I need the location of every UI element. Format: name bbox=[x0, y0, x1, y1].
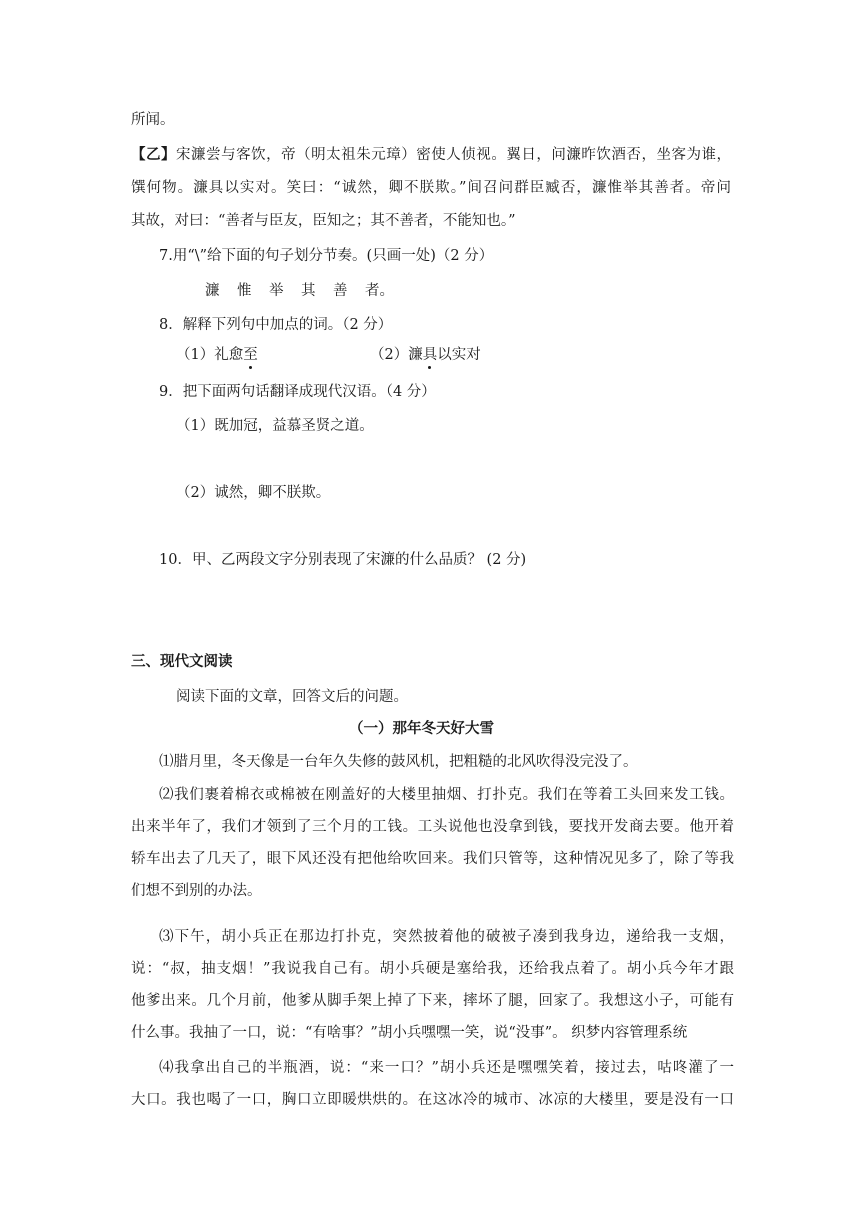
article-paragraph-3-line-2: 说：“叔，抽支烟！”我说我自己有。胡小兵硬是塞给我，还给我点着了。胡小兵今年才跟 bbox=[131, 961, 734, 977]
article-paragraph-2-line-2: 出来半年了，我们才领到了三个月的工钱。工头说他也没拿到钱，要找开发商去要。他开着 bbox=[131, 819, 734, 835]
q9-item-2: （2）诚然，卿不朕欺。 bbox=[176, 485, 331, 501]
yi-label: 【乙】 bbox=[131, 146, 177, 163]
q7-char: 善 bbox=[333, 283, 348, 299]
yi-line-2: 馔何物。濂具以实对。笑曰：“诚然，卿不朕欺。”间召问群臣臧否，濂惟举其善者。帝问 bbox=[131, 180, 731, 196]
question-7: 7.用“\”给下面的句子划分节奏。(只画一处)（2 分） bbox=[159, 248, 494, 264]
q8-dotted-word: 至 bbox=[243, 347, 258, 363]
section-heading: 三、现代文阅读 bbox=[131, 653, 233, 670]
article-title: （一）那年冬天好大雪 bbox=[349, 720, 494, 737]
q8-dotted-word: 具 bbox=[422, 347, 438, 363]
q8-item-2: （2）濂具以实对 bbox=[370, 347, 481, 363]
article-paragraph-2-line-4: 们想不到别的办法。 bbox=[131, 883, 262, 899]
yi-line-3: 其故，对曰：“善者与臣友，臣知之；其不善者，不能知也。” bbox=[131, 213, 516, 229]
q7-char: 其 bbox=[301, 283, 316, 299]
article-paragraph-2-line-3: 轿车出去了几天了，眼下风还没有把他给吹回来。我们只管等，这种情况见多了，除了等我 bbox=[131, 851, 734, 867]
q7-sentence bbox=[205, 281, 394, 301]
question-8: 8．解释下列句中加点的词。（2 分） bbox=[159, 317, 393, 333]
question-9: 9．把下面两句话翻译成现代汉语。（4 分） bbox=[159, 384, 436, 400]
article-paragraph-1: ⑴腊月里，冬天像是一台年久失修的鼓风机，把粗糙的北风吹得没完没了。 bbox=[159, 754, 638, 770]
article-paragraph-2-line-1: ⑵我们裹着棉衣或棉被在刚盖好的大楼里抽烟、打扑克。我们在等着工头回来发工钱。 bbox=[159, 787, 734, 803]
article-paragraph-4-line-1: ⑷我拿出自己的半瓶酒，说：“来一口？”胡小兵还是嘿嘿笑着，接过去，咕咚灌了一 bbox=[159, 1060, 734, 1076]
yi-line-1: 【乙】宋濂尝与客饮，帝（明太祖朱元璋）密使人侦视。翼日，问濂昨饮酒否，坐客为谁， bbox=[131, 146, 732, 163]
q7-char: 惟 bbox=[237, 283, 252, 299]
article-paragraph-4-line-2: 大口。我也喝了一口，胸口立即暖烘烘的。在这冰冷的城市、冰凉的大楼里，要是没有一口 bbox=[131, 1092, 734, 1108]
q7-char: 濂 bbox=[205, 283, 220, 299]
article-paragraph-3-line-3: 他爹出来。几个月前，他爹从脚手架上掉了下来，摔坏了腿，回家了。我想这小子，可能有 bbox=[131, 993, 734, 1009]
top-text: 所闻。 bbox=[131, 112, 175, 128]
article-paragraph-3-line-1: ⑶下午，胡小兵正在那边打扑克，突然披着他的破被子凑到我身边，递给我一支烟， bbox=[159, 929, 734, 945]
q7-char: 者。 bbox=[365, 283, 394, 299]
q8-item-1: （1）礼愈至 bbox=[176, 347, 258, 363]
question-10: 10．甲、乙两段文字分别表现了宋濂的什么品质？ (2 分) bbox=[159, 552, 527, 568]
q7-char: 举 bbox=[269, 283, 284, 299]
q9-item-1: （1）既加冠，益慕圣贤之道。 bbox=[176, 418, 374, 434]
reading-instruction: 阅读下面的文章，回答文后的问题。 bbox=[176, 689, 408, 705]
article-paragraph-3-line-4: 什么事。我抽了一口，说：“有啥事？”胡小兵嘿嘿一笑，说“没事”。 织梦内容管理系统 bbox=[131, 1025, 688, 1041]
